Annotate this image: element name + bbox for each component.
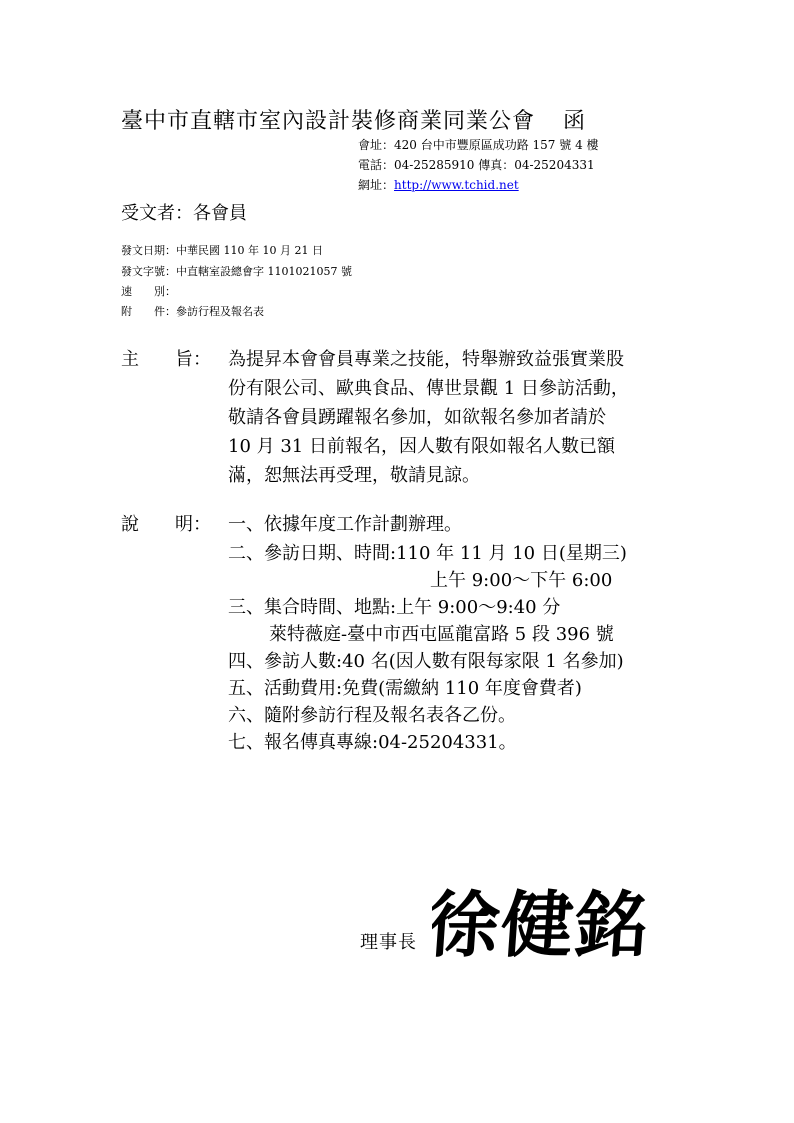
doc-type: 函 xyxy=(563,109,587,134)
svg-text:徐健銘: 徐健銘 xyxy=(432,882,653,967)
website-link[interactable]: http://www.tchid.net xyxy=(394,178,519,192)
document-number-label: 發文字號： xyxy=(121,265,176,278)
explanation-label: 說 明： xyxy=(121,514,211,535)
subject-line: 滿，恕無法再受理，敬請見諒。 xyxy=(228,465,480,486)
org-website xyxy=(358,176,519,193)
explanation-item: 四、參訪人數:40 名(因人數有限每家限 1 名參加) xyxy=(228,651,624,672)
signature-image xyxy=(432,858,662,977)
document-number-value: 中直轄室設總會字 1101021057 號 xyxy=(176,265,352,278)
delivery-speed-label: 速 別： xyxy=(121,285,176,298)
document-title xyxy=(121,104,586,135)
explanation-item: 一、依據年度工作計劃辦理。 xyxy=(228,514,462,535)
explanation-item: 五、活動費用:免費(需繳納 110 年度會費者) xyxy=(228,678,582,699)
issue-date xyxy=(121,242,323,260)
explanation-item-continuation: 萊特薇庭-臺中市西屯區龍富路 5 段 396 號 xyxy=(269,624,614,645)
explanation-item: 三、集合時間、地點:上午 9:00～9:40 分 xyxy=(228,597,561,618)
subject-line: 為提昇本會會員專業之技能，特舉辦致益張實業股 xyxy=(228,349,624,370)
org-name: 臺中市直轄市室內設計裝修商業同業公會 xyxy=(121,109,536,134)
attachments-label: 附 件： xyxy=(121,305,176,318)
explanation-item-continuation: 上午 9:00～下午 6:00 xyxy=(430,570,613,591)
explanation-item: 七、報名傳真專線:04-25204331。 xyxy=(228,732,517,753)
handwritten-signature-icon xyxy=(432,858,662,973)
org-phone: 電話：04-25285910 傳真：04-25204331 xyxy=(358,158,595,172)
delivery-speed xyxy=(121,283,176,301)
subject-line: 10 月 31 日前報名，因人數有限如報名人數已額 xyxy=(228,436,615,457)
document-number xyxy=(121,263,352,281)
signer-title: 理事長 xyxy=(360,932,417,953)
issue-date-value: 中華民國 110 年 10 月 21 日 xyxy=(176,244,323,257)
website-label: 網址： xyxy=(358,178,395,192)
attachments-value: 參訪行程及報名表 xyxy=(176,305,264,318)
attachments xyxy=(121,303,264,321)
issue-date-label: 發文日期： xyxy=(121,244,176,257)
subject-line: 份有限公司、歐典食品、傳世景觀 1 日參訪活動， xyxy=(228,378,629,399)
explanation-item: 二、參訪日期、時間:110 年 11 月 10 日(星期三) xyxy=(228,543,627,564)
subject-label: 主 旨： xyxy=(121,349,211,370)
org-address: 會址：420 台中市豐原區成功路 157 號 4 樓 xyxy=(358,138,599,152)
subject-line: 敬請各會員踴躍報名參加，如欲報名參加者請於 xyxy=(228,407,606,428)
explanation-item: 六、隨附參訪行程及報名表各乙份。 xyxy=(228,705,516,726)
recipient: 受文者：各會員 xyxy=(121,203,247,224)
